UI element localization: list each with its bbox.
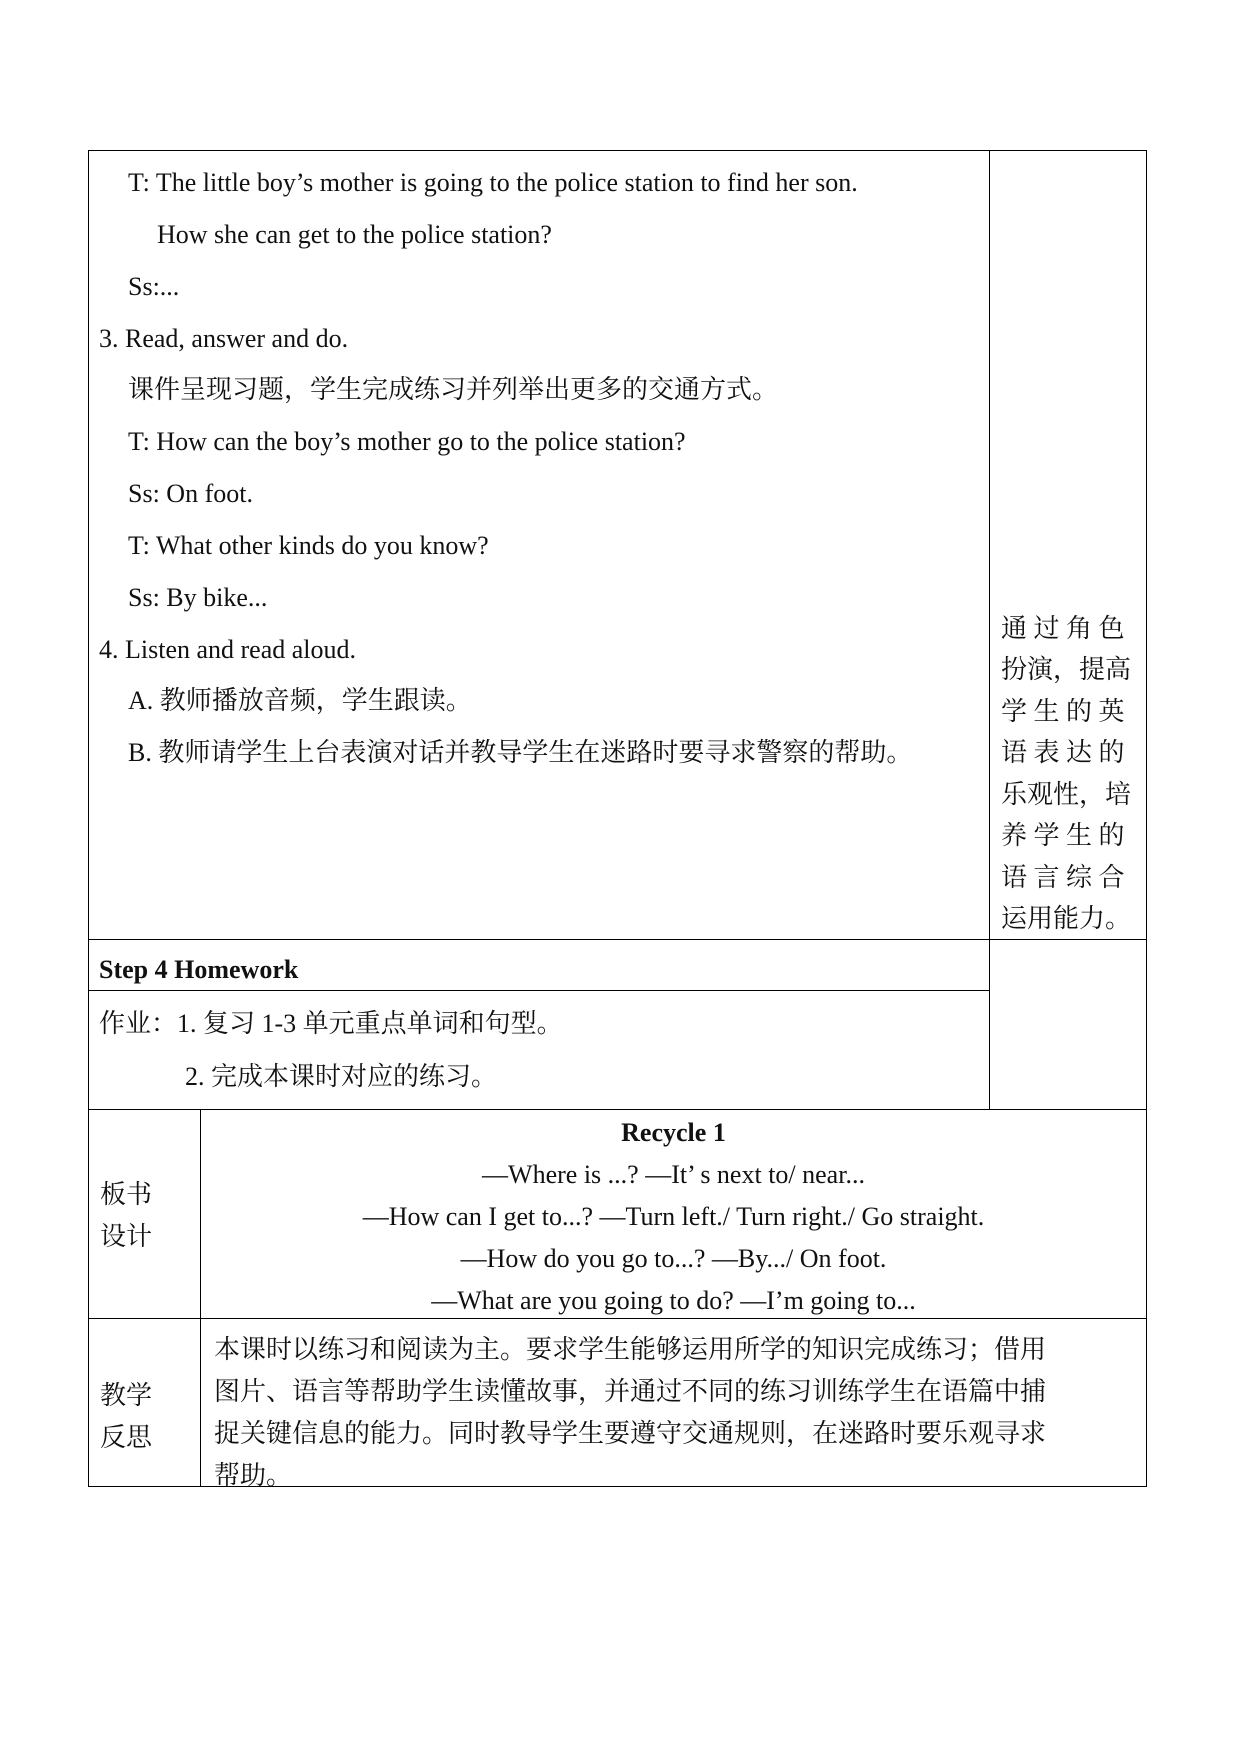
intent-line: 学 生 的 英 <box>1001 697 1125 726</box>
intent-line: 养 学 生 的 <box>1001 821 1125 850</box>
activity-line: 课件呈现习题，学生完成练习并列举出更多的交通方式。 <box>128 375 779 404</box>
reflection-label: 反思 <box>100 1423 153 1452</box>
row-divider-reflection <box>88 1318 1147 1319</box>
row-divider-board <box>88 1109 1147 1110</box>
intent-line: 乐观性，培 <box>1001 780 1132 809</box>
reflection-label: 教学 <box>100 1381 153 1410</box>
activity-line: T: What other kinds do you know? <box>128 531 489 560</box>
table-border-left <box>88 150 89 1487</box>
activity-line: 4. Listen and read aloud. <box>99 635 357 664</box>
table-border-right <box>1146 150 1147 1487</box>
board-line: —Where is ...? —It’ s next to/ near... <box>482 1160 865 1189</box>
activity-line: T: How can the boy’s mother go to the police station? <box>128 427 686 456</box>
activity-line: Ss: By bike... <box>128 583 268 612</box>
board-line: —What are you going to do? —I’m going to... <box>431 1286 916 1315</box>
row-divider-homework-heading <box>88 990 990 991</box>
intent-line: 运用能力。 <box>1001 904 1132 933</box>
intent-line: 语 表 达 的 <box>1001 738 1125 767</box>
board-label: 板书 <box>100 1180 153 1209</box>
activity-line: Ss: On foot. <box>128 479 253 508</box>
activity-line: T: The little boy’s mother is going to the police station to find her son. <box>128 168 858 197</box>
activity-line: Ss:... <box>128 272 180 301</box>
board-label: 设计 <box>100 1222 153 1251</box>
reflection-line: 捉关键信息的能力。同时教导学生要遵守交通规则，在迷路时要乐观寻求 <box>214 1419 1047 1448</box>
activity-line: B. 教师请学生上台表演对话并教导学生在迷路时要寻求警察的帮助。 <box>128 738 913 767</box>
intent-line: 扮演，提高 <box>1001 655 1132 684</box>
reflection-line: 帮助。 <box>214 1461 293 1490</box>
intent-line: 通 过 角 色 <box>1001 614 1125 643</box>
activity-line: 3. Read, answer and do. <box>99 324 349 353</box>
intent-line: 语 言 综 合 <box>1001 863 1125 892</box>
board-line: —How can I get to...? —Turn left./ Turn right./ Go straight. <box>362 1202 985 1231</box>
activity-line: A. 教师播放音频，学生跟读。 <box>128 686 472 715</box>
reflection-line: 本课时以练习和阅读为主。要求学生能够运用所学的知识完成练习；借用 <box>214 1335 1047 1364</box>
column-divider-intent <box>989 150 990 1110</box>
board-title: Recycle 1 <box>621 1118 726 1147</box>
reflection-line: 图片、语言等帮助学生读懂故事，并通过不同的练习训练学生在语篇中捕 <box>214 1377 1047 1406</box>
homework-line: 作业：1. 复习 1-3 单元重点单词和句型。 <box>99 1009 563 1038</box>
board-line: —How do you go to...? —By.../ On foot. <box>460 1244 887 1273</box>
row-divider-step4 <box>88 939 1147 940</box>
homework-heading: Step 4 Homework <box>99 955 299 984</box>
activity-line: How she can get to the police station? <box>157 220 552 249</box>
homework-line: 2. 完成本课时对应的练习。 <box>185 1062 498 1091</box>
